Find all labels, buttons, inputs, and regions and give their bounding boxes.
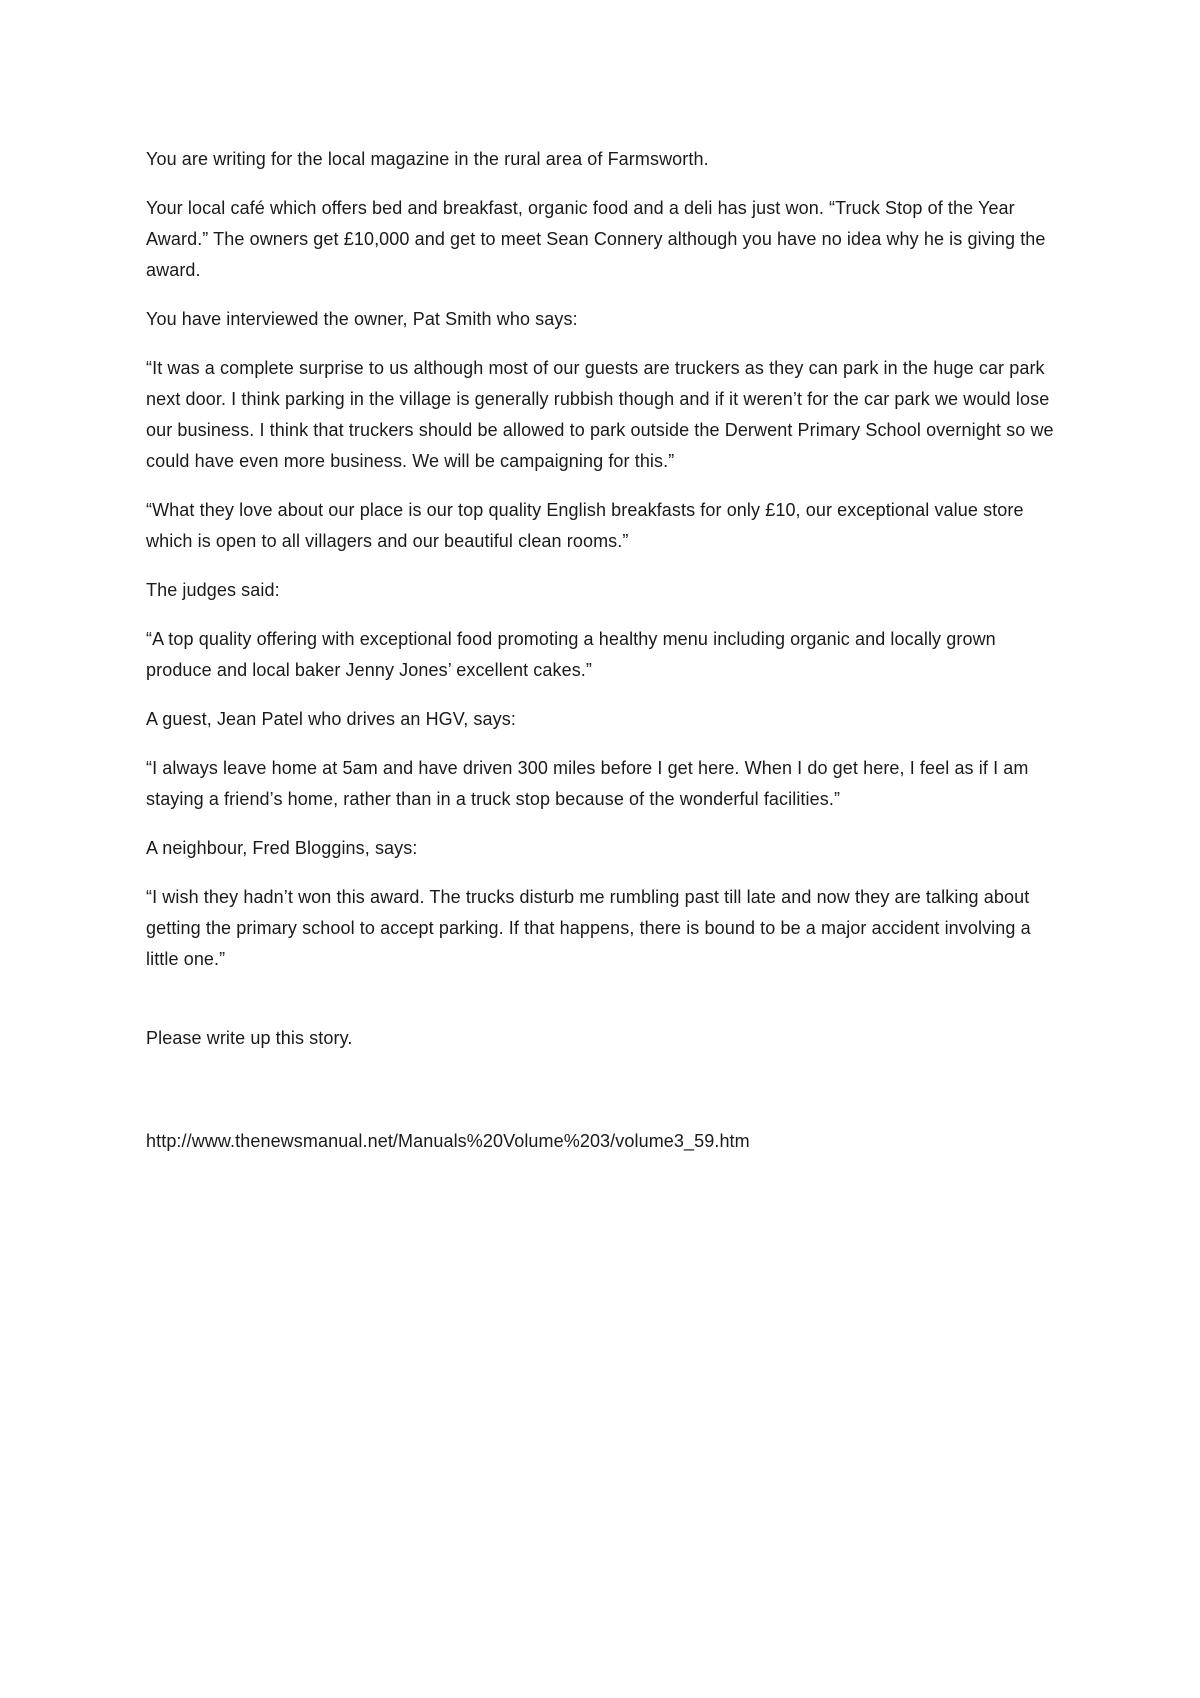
intro-paragraph: You are writing for the local magazine in the rural area of Farmsworth.	[146, 149, 709, 169]
guest-quote: “I always leave home at 5am and have driven 300 miles before I get here. When I do get here, I feel as if I am staying a friend’s home, rather than in a truck stop because of the wonderful facilities.”	[146, 758, 1029, 809]
story-paragraph: Your local café which offers bed and breakfast, organic food and a deli has just won. “Truck Stop of the Year Award.” The owners get £10,000 and get to meet Sean Connery although you have no idea why he is giving the award.	[146, 198, 1046, 280]
owner-quote-1: “It was a complete surprise to us although most of our guests are truckers as they can park in the huge car park next door. I think parking in the village is generally rubbish though and if it weren’t for the car park we would lose our business. I think that truckers should be allowed to park outside the Derwent Primary School overnight so we could have even more business. We will be campaigning for this.”	[146, 358, 1054, 471]
instruction-text: Please write up this story.	[146, 1028, 353, 1048]
neighbour-intro: A neighbour, Fred Bloggins, says:	[146, 838, 418, 858]
document-body	[146, 144, 1066, 1175]
neighbour-quote: “I wish they hadn’t won this award. The trucks disturb me rumbling past till late and now they are talking about getting the primary school to accept parking. If that happens, there is bound to be a major accident involving a little one.”	[146, 887, 1031, 969]
owner-intro: You have interviewed the owner, Pat Smith who says:	[146, 309, 578, 329]
judges-quote: “A top quality offering with exceptional food promoting a healthy menu including organic and locally grown produce and local baker Jenny Jones’ excellent cakes.”	[146, 629, 996, 680]
guest-intro: A guest, Jean Patel who drives an HGV, says:	[146, 709, 516, 729]
judges-intro: The judges said:	[146, 580, 280, 600]
owner-quote-2: “What they love about our place is our top quality English breakfasts for only £10, our exceptional value store which is open to all villagers and our beautiful clean rooms.”	[146, 500, 1024, 551]
source-url[interactable]: http://www.thenewsmanual.net/Manuals%20Volume%203/volume3_59.htm	[146, 1131, 750, 1151]
